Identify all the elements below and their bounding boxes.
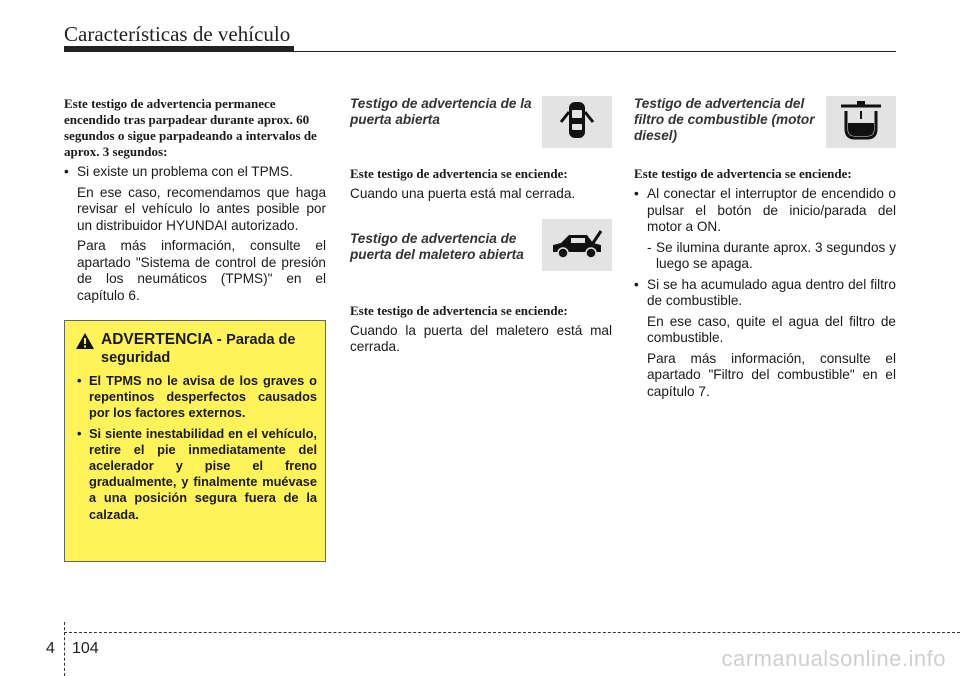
warning-word: ADVERTENCIA -	[101, 331, 227, 348]
page-number: 104	[72, 640, 99, 657]
header-rule-thick	[64, 46, 294, 52]
fuel-filter-icon	[837, 99, 885, 146]
tpms-paragraph-1: En ese caso, recomendamos que haga revisar el vehículo lo antes posible por un distribuidor HYUNDAI autorizado.	[77, 184, 326, 233]
watermark: carmanualsonline.info	[721, 646, 946, 671]
footer-separator	[64, 622, 66, 676]
fuel-filter-dash-item	[634, 240, 896, 273]
trunk-text: Cuando la puerta del maletero está mal cerrada.	[350, 322, 612, 354]
fuel-filter-lead: Este testigo de advertencia se enciende:	[634, 166, 852, 181]
tpms-paragraph-2: Para más información, consulte el apartado "Sistema de control de presión de los neumáticos (TPMS)" en el capítulo 6.	[77, 238, 326, 303]
warning-box	[64, 320, 326, 562]
warning-heading	[75, 331, 317, 367]
fuel-filter-paragraph-2: Para más información, consulte el apartado "Filtro del combustible" en el capítulo 7.	[647, 350, 896, 399]
header-rule-thin	[294, 51, 896, 52]
footer-rule	[64, 632, 960, 633]
fuel-filter-dash-text: Se ilumina durante aprox. 3 segundos y luego se apaga.	[656, 239, 896, 271]
chapter-number: 4	[46, 640, 55, 657]
page-title: Características de vehículo	[64, 22, 291, 46]
trunk-lead: Este testigo de advertencia se enciende:	[350, 302, 568, 318]
fuel-filter-warning-title: Testigo de advertencia del filtro de combustible (motor diesel)	[634, 96, 815, 143]
door-warning-title: Testigo de advertencia de la puerta abierta	[350, 96, 532, 127]
trunk-open-icon	[549, 226, 605, 265]
trunk-indicator-box	[542, 219, 612, 271]
trunk-warning-title: Testigo de advertencia de puerta del maletero abierta	[350, 230, 524, 262]
tpms-bullet: • Si existe un problema con el TPMS.	[64, 164, 326, 181]
door-text: Cuando una puerta está mal cerrada.	[350, 186, 576, 201]
fuel-filter-paragraph-1: En ese caso, quite el agua del filtro de combustible.	[647, 313, 896, 345]
warning-bullet-1: • El TPMS no le avisa de los graves o repentinos desperfectos causados por los factores externos.	[75, 373, 317, 422]
fuel-filter-bullet-2: • Si se ha acumulado agua dentro del filtro de combustible.	[634, 277, 896, 310]
warning-subject: Parada de seguridad	[101, 332, 296, 366]
fuel-filter-bullet-1: • Al conectar el interruptor de encendido o pulsar el botón de inicio/parada del motor a ON.	[634, 186, 896, 236]
dash-mark: -	[647, 239, 652, 255]
tpms-intro: Este testigo de advertencia permanece encendido tras parpadear durante aprox. 60 segundos o sigue parpadeando a intervalos de aprox. 3 segundos:	[64, 96, 317, 159]
column-tpms	[64, 96, 326, 304]
fuel-filter-indicator-box	[826, 96, 896, 148]
door-open-icon	[557, 98, 597, 147]
door-indicator-box	[542, 96, 612, 148]
warning-triangle-icon	[75, 332, 95, 355]
door-lead: Este testigo de advertencia se enciende:	[350, 166, 568, 181]
warning-bullet-2: • Si siente inestabilidad en el vehículo, retire el pie inmediatamente del acelerador y pise el freno gradualmente, y finalmente muévase a una posición segura fuera de la calzada.	[75, 426, 317, 523]
